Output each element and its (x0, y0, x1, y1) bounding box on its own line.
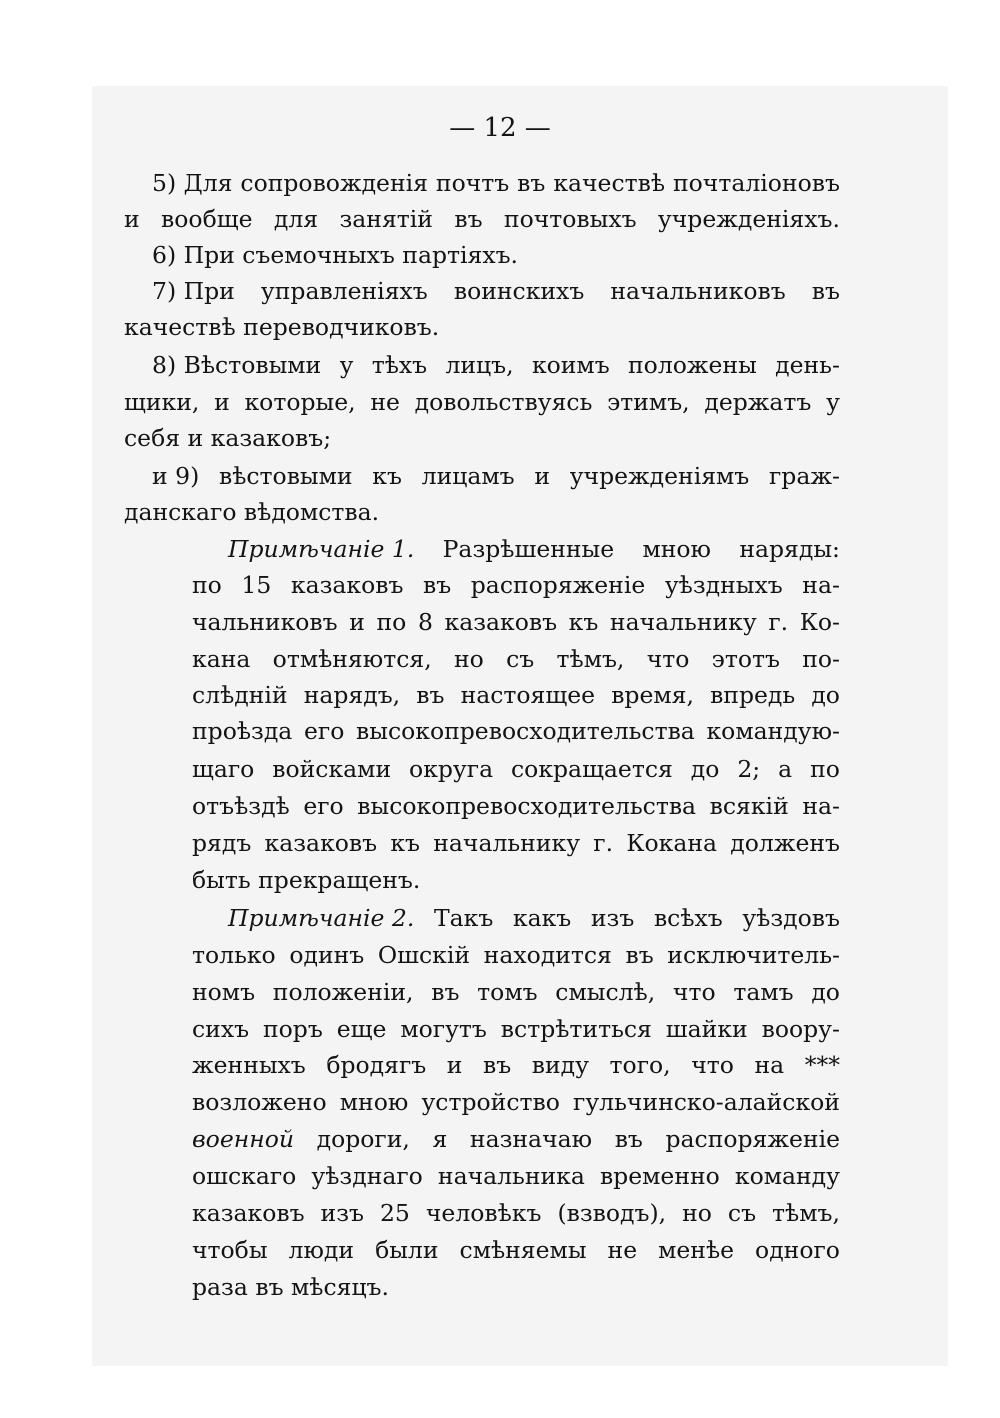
text-line (192, 677, 840, 713)
word: учрежденіямъ (569, 462, 750, 490)
word: не (607, 1236, 638, 1264)
word: почталіоновъ (672, 169, 840, 197)
word: и (534, 462, 550, 490)
text-line (192, 604, 840, 640)
word: управленіяхъ (260, 277, 428, 305)
word: до (811, 681, 840, 709)
text-line (152, 458, 840, 494)
page-number: — 12 — (449, 113, 551, 143)
word: Ко- (799, 608, 840, 636)
text-line (192, 937, 840, 973)
word: уѣздовъ (742, 904, 840, 932)
word: тѣхъ (371, 351, 428, 379)
word: что (691, 1051, 734, 1079)
word: сихъ (192, 1015, 250, 1043)
word: и (214, 388, 230, 416)
word: отъѣздѣ (192, 792, 290, 820)
word: могутъ (400, 1015, 487, 1043)
word: въ (517, 169, 546, 197)
text-line (152, 347, 840, 383)
word: въ (454, 205, 483, 233)
word: лицъ, (445, 351, 514, 379)
word: 7) При (152, 277, 235, 305)
word: качествѣ (553, 169, 666, 197)
word: мною (339, 1088, 409, 1116)
word: лицамъ (421, 462, 515, 490)
text-line (152, 165, 840, 201)
word: воинскихъ (453, 277, 585, 305)
word: граж- (768, 462, 840, 490)
word: положеніи, (272, 978, 414, 1006)
text-line (192, 1121, 840, 1157)
word: по- (802, 645, 840, 673)
word: гульчинско-алайской (573, 1088, 840, 1116)
word: высокопревосходительства (357, 792, 697, 820)
word: того, (609, 1051, 671, 1079)
word: Ошскій (377, 941, 471, 969)
word: къ (390, 829, 420, 857)
word: но (682, 1199, 712, 1227)
word: слѣдній (192, 681, 288, 709)
word: вѣстовыми (218, 462, 353, 490)
word: а (778, 755, 793, 783)
word: ошскаго (192, 1162, 297, 1190)
word: 8) Вѣстовыми (152, 351, 322, 379)
word: одного (755, 1236, 840, 1264)
word: день- (775, 351, 840, 379)
text-line: быть прекращенъ. (192, 866, 421, 894)
word: устройство (421, 1088, 560, 1116)
word: 15 (241, 571, 272, 599)
word: только (192, 941, 276, 969)
word: 25 (379, 1199, 410, 1227)
word: впредь (710, 681, 796, 709)
word: сокращается (511, 755, 673, 783)
word: распоряженіе (665, 1125, 840, 1153)
word: поръ (262, 1015, 323, 1043)
word: Такъ (433, 904, 494, 932)
word: начальнику (433, 829, 581, 857)
word: съ (506, 645, 535, 673)
word: которые, (244, 388, 356, 416)
word: встрѣтиться (500, 1015, 652, 1043)
word: тѣмъ, (772, 1199, 840, 1227)
word: всякій (709, 792, 789, 820)
word: по (810, 755, 840, 783)
word: человѣкъ (425, 1199, 542, 1227)
word: начальника (437, 1162, 585, 1190)
text-line (192, 641, 840, 677)
word: мною (642, 535, 712, 563)
word: назначаю (469, 1125, 593, 1153)
word: Разрѣшенные (442, 535, 615, 563)
word: къ (568, 608, 599, 636)
word: еще (336, 1015, 387, 1043)
word: почтъ (435, 169, 510, 197)
word: 5) Для (152, 169, 233, 197)
text-line (152, 273, 840, 309)
word: въ (625, 941, 654, 969)
word: командую- (706, 717, 840, 745)
word: тамъ (733, 978, 794, 1006)
text-line (192, 567, 840, 603)
word: виду (531, 1051, 589, 1079)
word: я (432, 1125, 448, 1153)
text-line (192, 1011, 840, 1047)
word: въ (431, 978, 460, 1006)
text-line (192, 1158, 840, 1194)
word: кана (192, 645, 251, 673)
word: женныхъ (192, 1051, 306, 1079)
word: 2; (737, 755, 761, 783)
text-line (192, 751, 840, 787)
word: 8 (417, 608, 433, 636)
text-line (192, 788, 840, 824)
word: и (124, 205, 140, 233)
word: казаковъ (444, 608, 558, 636)
word: отмѣняются, (272, 645, 432, 673)
word: номъ (192, 978, 256, 1006)
text-line (192, 974, 840, 1010)
word: и (446, 1051, 463, 1079)
text-line (192, 1047, 840, 1083)
word: менѣе (658, 1236, 735, 1264)
word: довольствуясь (414, 388, 593, 416)
word: но (453, 645, 484, 673)
word: шайки (665, 1015, 748, 1043)
word: наряды: (739, 535, 840, 563)
word: на- (802, 792, 840, 820)
word: настоящее (460, 681, 596, 709)
word: его (303, 717, 345, 745)
word: команду (734, 1162, 840, 1190)
word: казаковъ (192, 1199, 305, 1227)
word: положены (628, 351, 757, 379)
word: занятій (339, 205, 433, 233)
text-line: данскаго вѣдомства. (124, 498, 380, 526)
word: этимъ, (607, 388, 690, 416)
word: воору- (761, 1015, 840, 1043)
word: сопровожденія (240, 169, 428, 197)
word: до (811, 978, 840, 1006)
text-line: себя и казаковъ; (124, 424, 332, 452)
word: до (690, 755, 720, 783)
word: уѣздныхъ (664, 571, 783, 599)
word: къ (372, 462, 402, 490)
word: *** (804, 1051, 840, 1079)
word: нарядъ, (303, 681, 401, 709)
word: казаковъ (290, 571, 404, 599)
word: томъ (477, 978, 538, 1006)
word: казаковъ (264, 829, 378, 857)
word: возложено (192, 1088, 327, 1116)
word: у (826, 388, 840, 416)
text-line (192, 1195, 840, 1231)
word: начальниковъ (610, 277, 786, 305)
word: въ (483, 1051, 512, 1079)
word: въ (416, 681, 445, 709)
word: одинъ (289, 941, 365, 969)
word: щаго (192, 755, 255, 783)
word: бродягъ (326, 1051, 427, 1079)
word: учрежденіяхъ. (657, 205, 840, 233)
word: войсками (272, 755, 392, 783)
word: по (376, 608, 407, 636)
word: на (754, 1051, 785, 1079)
word: г. (768, 608, 789, 636)
word: распоряженіе (470, 571, 646, 599)
text-line (124, 384, 840, 420)
word: смыслѣ, (555, 978, 656, 1006)
word: изъ (590, 904, 635, 932)
word: въ (423, 571, 452, 599)
word: время, (611, 681, 694, 709)
word: находится (483, 941, 612, 969)
word: временно (599, 1162, 720, 1190)
word: и 9) (152, 462, 200, 490)
text-line (124, 201, 840, 237)
note-1-label: Примѣчаніе 1. (228, 535, 415, 563)
word: съ (727, 1199, 757, 1227)
word: уѣзднаго (311, 1162, 423, 1190)
text-line: 6) При съемочныхъ партіяхъ. (152, 241, 519, 269)
word: держатъ (704, 388, 812, 416)
word: смѣняемы (459, 1236, 587, 1264)
word: какъ (512, 904, 572, 932)
note-2-label: Примѣчаніе 2. (228, 904, 415, 932)
word: исключитель- (667, 941, 840, 969)
word: этотъ (711, 645, 780, 673)
word: начальнику (609, 608, 757, 636)
word: у (339, 351, 354, 379)
word: не (370, 388, 400, 416)
word: коимъ (531, 351, 610, 379)
text-line (192, 1084, 840, 1120)
note-2-first-line (228, 900, 840, 936)
word: въ (614, 1125, 643, 1153)
word: щики, (124, 388, 200, 416)
word: (взводъ), (557, 1199, 667, 1227)
word: люди (288, 1236, 355, 1264)
word: изъ (320, 1199, 364, 1227)
word: его (303, 792, 344, 820)
word: высокопревосходительства (356, 717, 695, 745)
word: что (672, 978, 716, 1006)
word: чальниковъ (192, 608, 338, 636)
word: дороги, (316, 1125, 410, 1153)
word: были (375, 1236, 439, 1264)
word: проѣзда (192, 717, 293, 745)
italic-word: военной (192, 1125, 294, 1153)
text-line (192, 713, 840, 749)
word: округа (409, 755, 494, 783)
text-line: раза въ мѣсяцъ. (192, 1273, 389, 1301)
word: почтовыхъ (503, 205, 637, 233)
text-line (192, 1232, 840, 1268)
word: что (646, 645, 690, 673)
word: г. (593, 829, 614, 857)
word: и (349, 608, 365, 636)
word: всѣхъ (653, 904, 723, 932)
word: рядъ (192, 829, 252, 857)
word: для (273, 205, 319, 233)
word: чтобы (192, 1236, 268, 1264)
word: по (192, 571, 222, 599)
word: долженъ (730, 829, 840, 857)
note-1-first-line (228, 531, 840, 567)
text-line (192, 825, 840, 861)
word: тѣмъ, (556, 645, 625, 673)
word: вообще (161, 205, 253, 233)
word: Кокана (626, 829, 718, 857)
word: въ (811, 277, 840, 305)
text-line: качествѣ переводчиковъ. (124, 313, 440, 341)
word: на- (802, 571, 840, 599)
